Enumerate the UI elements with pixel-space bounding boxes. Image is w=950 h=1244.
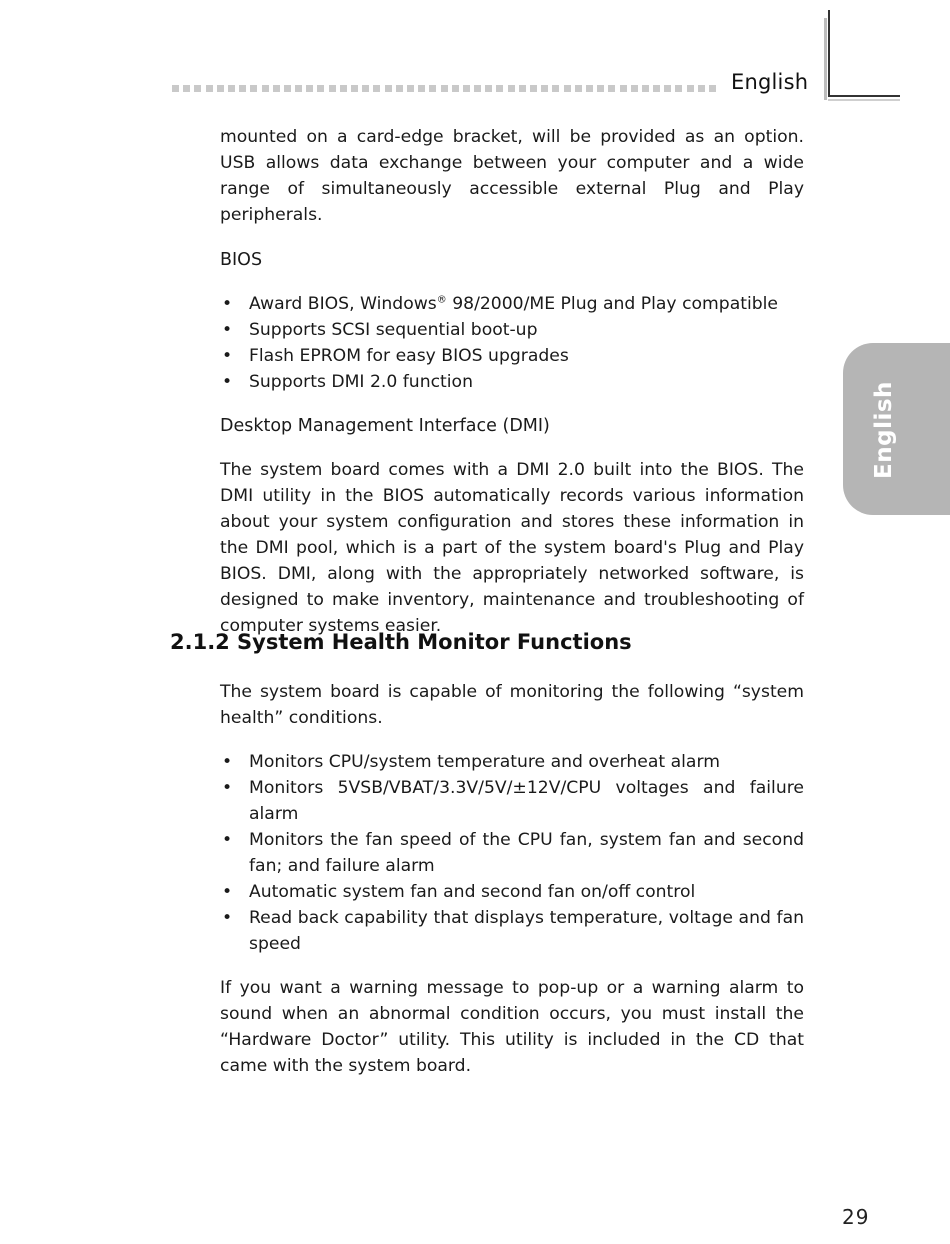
dot-square — [541, 85, 548, 92]
dot-square — [709, 85, 716, 92]
dot-square — [519, 85, 526, 92]
bios-feature-list — [220, 291, 804, 395]
dot-square — [552, 85, 559, 92]
dot-square — [407, 85, 414, 92]
header-dotted-rule — [172, 85, 718, 93]
dot-square — [329, 85, 336, 92]
dot-square — [194, 85, 201, 92]
dot-square — [441, 85, 448, 92]
dot-square — [452, 85, 459, 92]
dot-square — [575, 85, 582, 92]
dot-square — [429, 85, 436, 92]
dot-square — [586, 85, 593, 92]
corner-mark-horizontal — [828, 95, 900, 97]
dot-square — [664, 85, 671, 92]
corner-mark-horizontal-shadow — [828, 99, 900, 101]
dot-square — [306, 85, 313, 92]
dot-square — [217, 85, 224, 92]
section-body — [220, 679, 804, 1079]
dot-square — [653, 85, 660, 92]
dot-square — [508, 85, 515, 92]
page-body — [220, 124, 804, 639]
dot-square — [608, 85, 615, 92]
section-number: 2.1.2 — [170, 630, 230, 654]
dot-square — [284, 85, 291, 92]
header-language-label: English — [731, 70, 809, 94]
dmi-heading: Desktop Management Interface (DMI) — [220, 416, 550, 436]
side-language-tab-label: English — [871, 381, 897, 479]
monitor-feature-list — [220, 749, 804, 957]
closing-paragraph: If you want a warning message to pop-up or a warning alarm to sound when an abnormal condition occurs, you must install the “Hardware Doctor” utility. This utility is included in the CD that came with the system board. — [220, 978, 804, 1076]
dot-square — [496, 85, 503, 92]
dot-square — [262, 85, 269, 92]
dot-square — [340, 85, 347, 92]
dot-square — [597, 85, 604, 92]
bios-heading: BIOS — [220, 250, 263, 270]
list-item: • Supports SCSI sequential boot-up — [220, 317, 804, 343]
corner-mark-shadow — [824, 18, 827, 100]
corner-mark-vertical — [828, 10, 830, 96]
dot-square — [675, 85, 682, 92]
dot-square — [250, 85, 257, 92]
dmi-paragraph: The system board comes with a DMI 2.0 built into the BIOS. The DMI utility in the BIOS automatically records various information about your system configuration and stores these information in the DMI pool, which is a part of the system board's Plug and Play BIOS. DMI, along with the appropriately networked software, is designed to make inventory, maintenance and troubleshooting of computer systems easier. — [220, 460, 804, 636]
dot-square — [172, 85, 179, 92]
dot-square — [317, 85, 324, 92]
list-item: • Flash EPROM for easy BIOS upgrades — [220, 343, 804, 369]
dot-square — [564, 85, 571, 92]
dot-square — [239, 85, 246, 92]
dot-square — [351, 85, 358, 92]
dot-square — [530, 85, 537, 92]
list-item: • Award BIOS, Windows® 98/2000/ME Plug and Play compatible — [220, 291, 804, 317]
dot-square — [396, 85, 403, 92]
dot-square — [698, 85, 705, 92]
dot-square — [373, 85, 380, 92]
dot-square — [183, 85, 190, 92]
dot-square — [295, 85, 302, 92]
section-intro-paragraph: The system board is capable of monitoring the following “system health” conditions. — [220, 682, 804, 728]
dot-square — [206, 85, 213, 92]
dot-square — [362, 85, 369, 92]
page-number: 29 — [842, 1205, 870, 1229]
list-item: • Read back capability that displays temperature, voltage and fan speed — [220, 905, 804, 957]
dot-square — [474, 85, 481, 92]
list-item: • Supports DMI 2.0 function — [220, 369, 804, 395]
dot-square — [418, 85, 425, 92]
dot-square — [273, 85, 280, 92]
section-title-text: System Health Monitor Functions — [237, 630, 632, 654]
intro-paragraph: mounted on a card-edge bracket, will be provided as an option. USB allows data exchange between your computer and a wide range of simultaneously accessible external Plug and Play peripherals. — [220, 127, 804, 225]
dot-square — [385, 85, 392, 92]
dot-square — [620, 85, 627, 92]
dot-square — [687, 85, 694, 92]
list-item: • Monitors 5VSB/VBAT/3.3V/5V/±12V/CPU voltages and failure alarm — [220, 775, 804, 827]
dot-square — [463, 85, 470, 92]
list-item: • Automatic system fan and second fan on/off control — [220, 879, 804, 905]
dot-square — [642, 85, 649, 92]
section-heading — [170, 630, 632, 654]
list-item: • Monitors CPU/system temperature and overheat alarm — [220, 749, 804, 775]
dot-square — [631, 85, 638, 92]
list-item: • Monitors the fan speed of the CPU fan, system fan and second fan; and failure alarm — [220, 827, 804, 879]
dot-square — [228, 85, 235, 92]
dot-square — [485, 85, 492, 92]
